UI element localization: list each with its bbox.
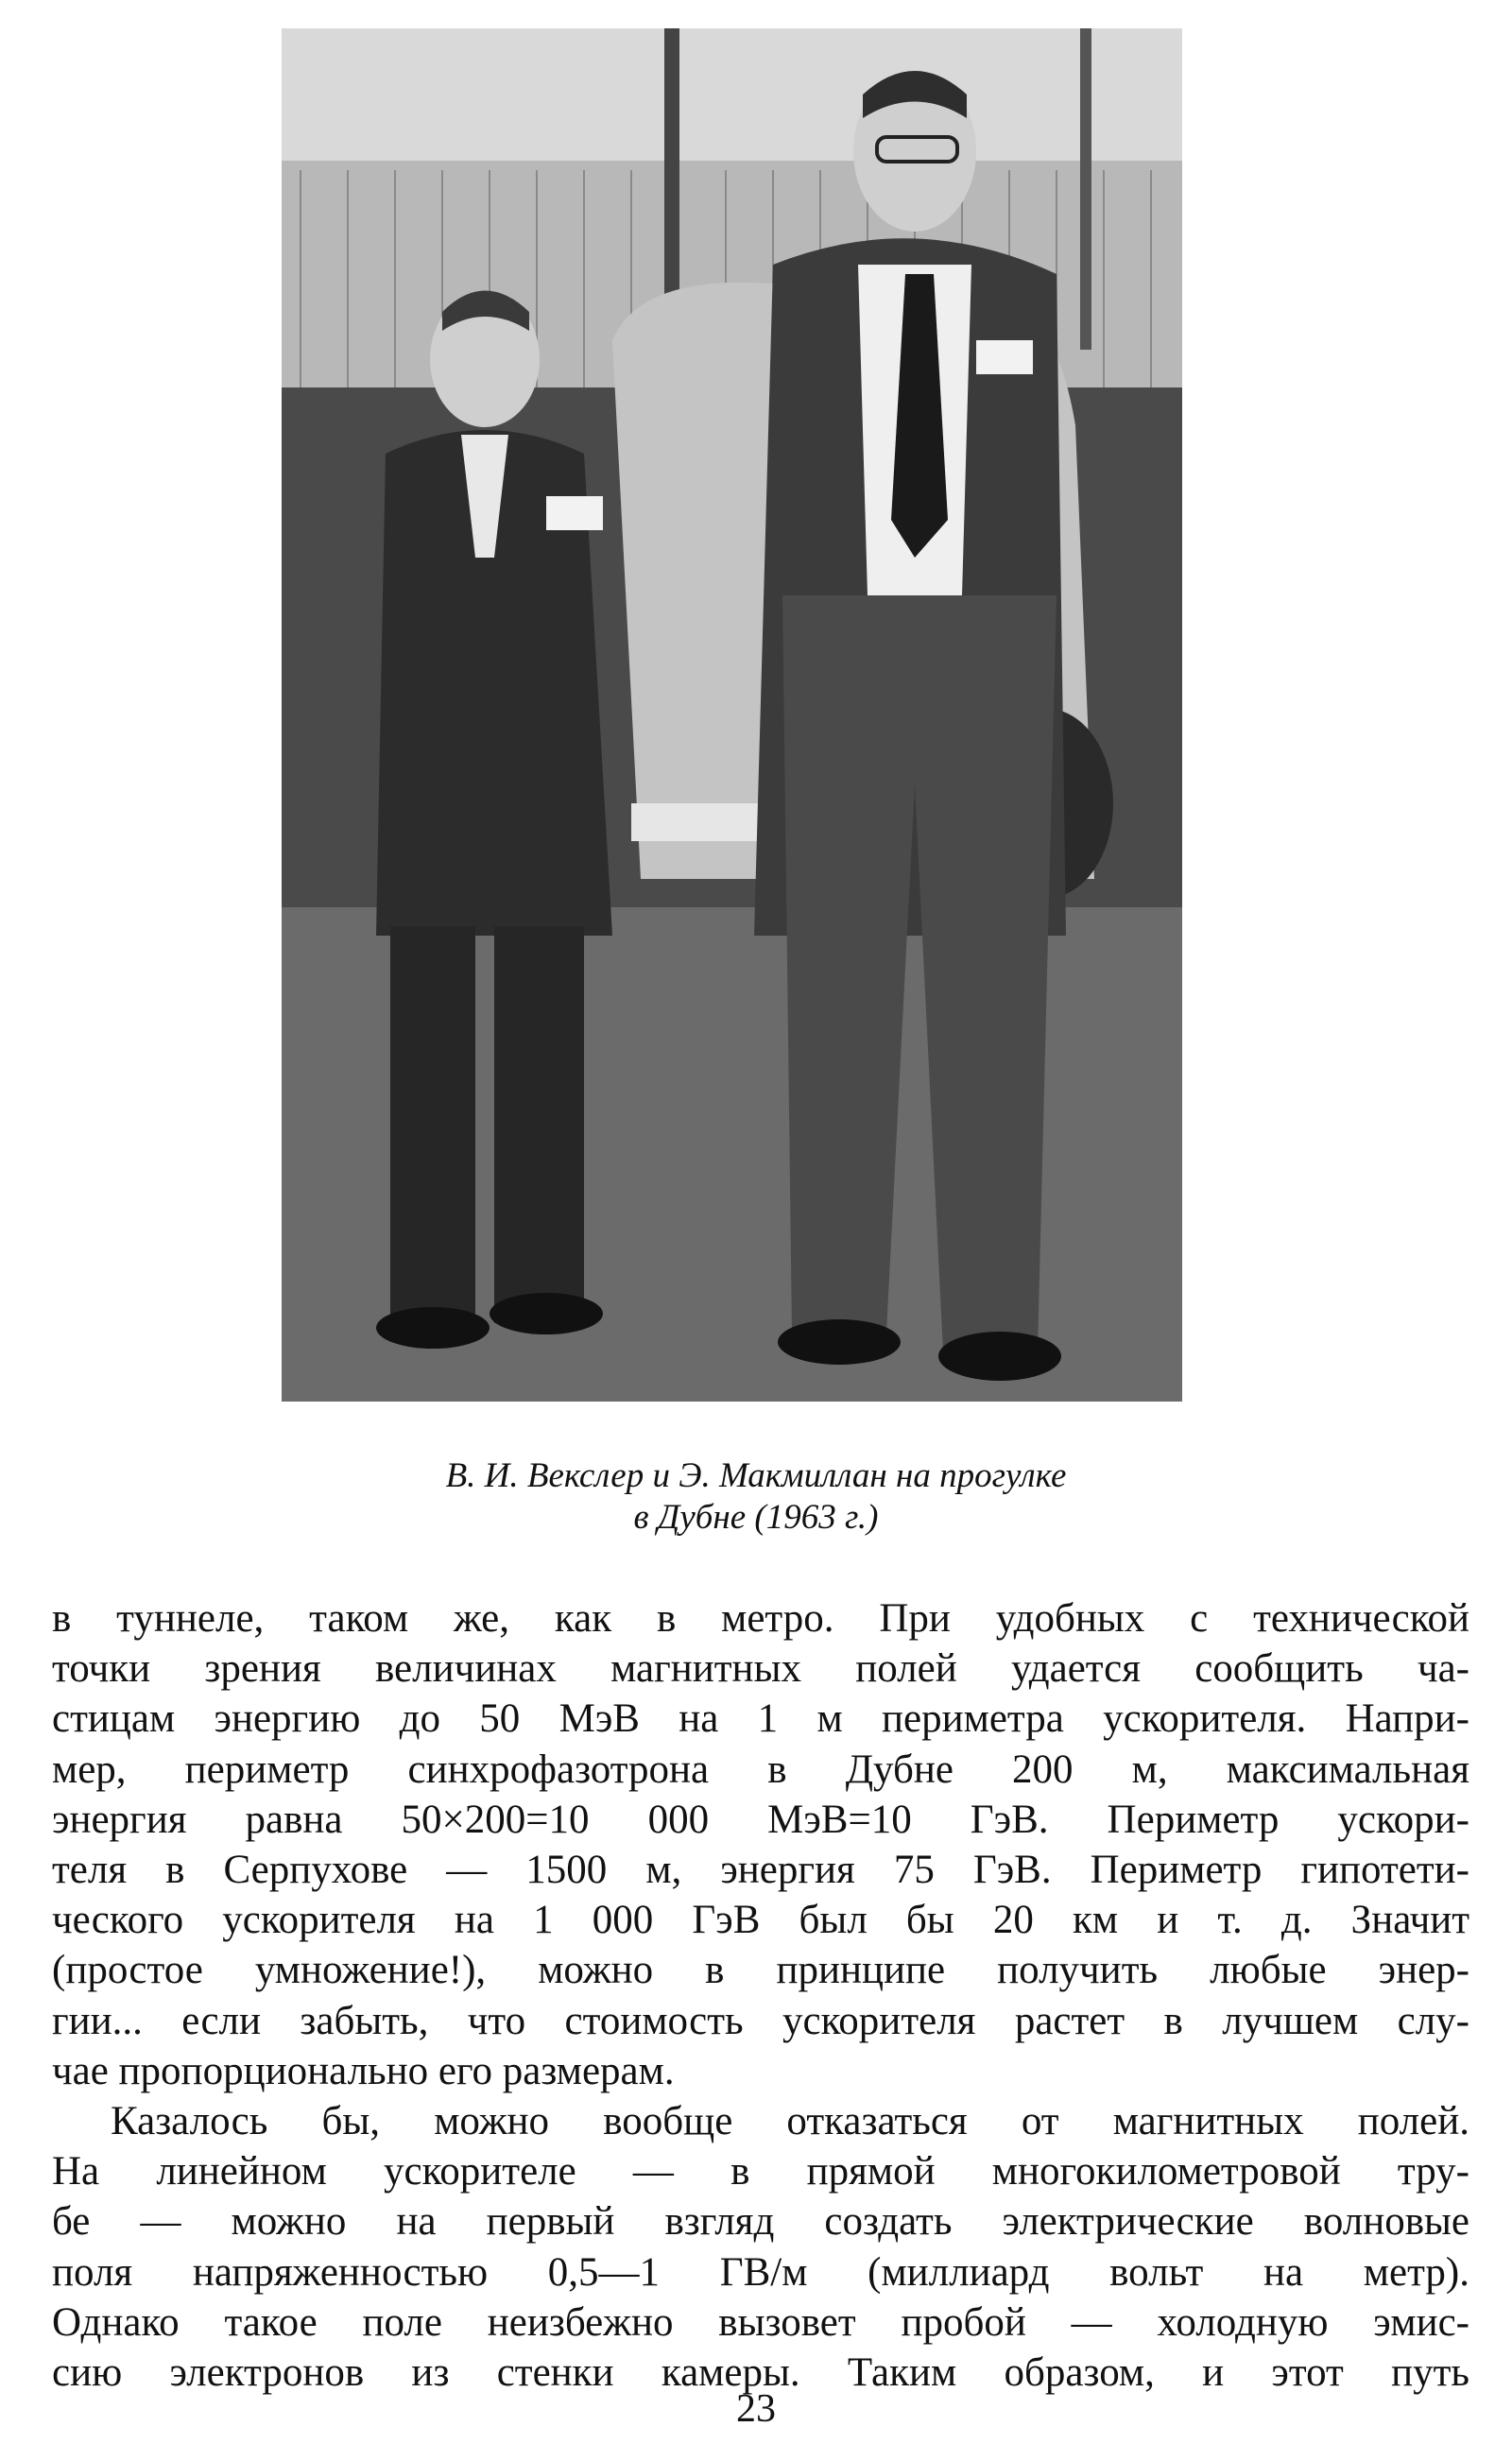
photo-scene: [282, 28, 1182, 1402]
text-line: чае пропорционально его размерам.: [52, 2048, 675, 2093]
text-line: в туннеле, таком же, как в метро. При удобных с технической: [52, 1596, 1469, 1641]
left-man-leg-right: [494, 926, 584, 1323]
text-line: сию электронов из стенки камеры. Таким образом, и этот путь: [52, 2350, 1469, 2396]
text-line: ческого ускорителя на 1 000 ГэВ был бы 20 км и т. д. Значит: [52, 1898, 1469, 1943]
text-line: стицам энергию до 50 МэВ на 1 м периметра ускорителя. Напри-: [52, 1696, 1469, 1742]
photograph: [282, 28, 1182, 1402]
left-man-badge: [546, 496, 603, 530]
caption-line: в Дубне (1963 г.): [633, 1498, 879, 1537]
text-line: поля напряженностью 0,5—1 ГВ/м (миллиард вольт на метр).: [52, 2249, 1469, 2295]
left-man-shoe-left: [376, 1307, 490, 1349]
paragraph-1: [52, 1593, 1469, 2096]
text-line: бе — можно на первый взгляд создать электрические волновые: [52, 2199, 1469, 2245]
text-line: теля в Серпухове — 1500 м, энергия 75 ГэВ. Периметр гипотети-: [52, 1848, 1469, 1893]
text-line: Казалось бы, можно вообще отказаться от магнитных полей.: [111, 2099, 1469, 2144]
text-line: Однако такое поле неизбежно вызовет пробой — холодную эмис-: [52, 2299, 1469, 2345]
right-man-badge: [976, 340, 1033, 374]
paragraph-2: [52, 2096, 1469, 2398]
text-line: точки зрения величинах магнитных полей удается сообщить ча-: [52, 1646, 1469, 1692]
text-line: мер, периметр синхрофазотрона в Дубне 200 м, максимальная: [52, 1747, 1469, 1792]
page-number: 23: [736, 2387, 776, 2431]
pole: [1080, 28, 1091, 350]
text-line: гии... если забыть, что стоимость ускорителя растет в лучшем слу-: [52, 1998, 1469, 2043]
text-line: энергия равна 50×200=10 000 МэВ=10 ГэВ. Периметр ускори-: [52, 1797, 1469, 1842]
photo-caption: [189, 1455, 1323, 1539]
right-man-shoe-left: [778, 1319, 901, 1365]
text-line: На линейном ускорителе — в прямой многокилометровой тру-: [52, 2149, 1469, 2194]
body-text: [52, 1593, 1469, 2398]
text-line: (простое умножение!), можно в принципе получить любые энер-: [52, 1948, 1469, 1993]
right-man-shoe-right: [938, 1332, 1061, 1381]
left-man-leg-left: [390, 926, 475, 1323]
caption-line: В. И. Векслер и Э. Макмиллан на прогулке: [445, 1456, 1067, 1495]
left-man-shoe-right: [490, 1293, 603, 1334]
